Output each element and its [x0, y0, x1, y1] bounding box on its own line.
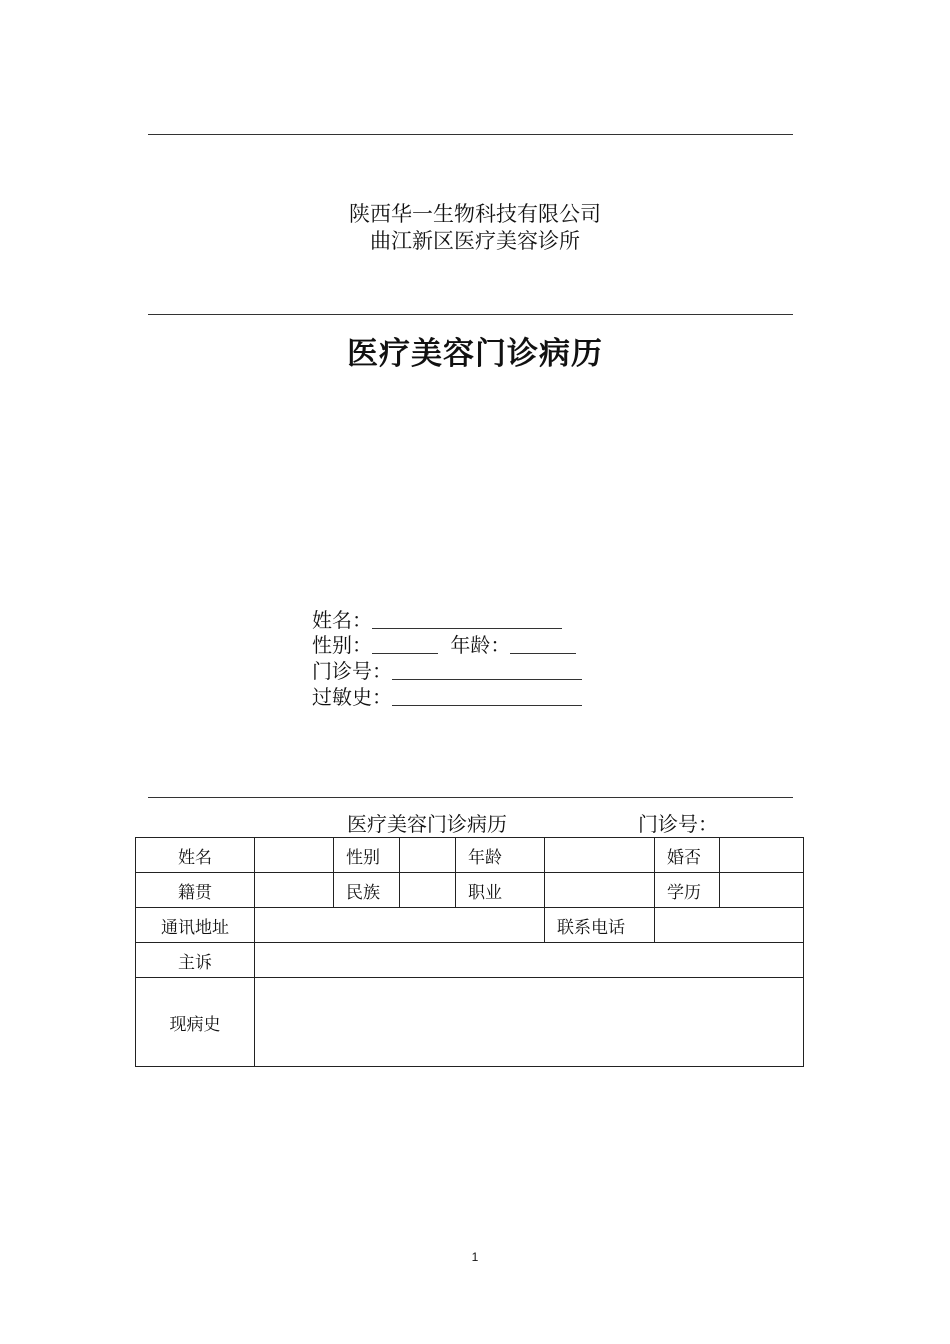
chief-complaint-cell[interactable]	[255, 943, 804, 978]
phone-header: 联系电话	[545, 908, 655, 943]
record-title: 医疗美容门诊病历	[347, 812, 507, 836]
marital-header: 婚否	[655, 838, 720, 873]
present-illness-cell[interactable]	[255, 978, 804, 1067]
name-blank[interactable]	[372, 609, 562, 629]
gender-header: 性别	[334, 838, 400, 873]
record-clinic-no-label: 门诊号：	[638, 812, 718, 836]
education-header: 学历	[655, 873, 720, 908]
clinic-no-blank[interactable]	[392, 660, 582, 680]
record-divider	[148, 797, 793, 798]
age-label: 年龄：	[450, 633, 511, 657]
header-divider	[148, 314, 793, 315]
gender-label: 性别：	[312, 633, 372, 657]
cover-clinic-no-field	[312, 659, 582, 684]
company-name: 陕西华一生物科技有限公司	[349, 202, 601, 226]
occupation-header: 职业	[456, 873, 545, 908]
age-cell[interactable]	[545, 838, 655, 873]
table-row	[136, 943, 804, 978]
top-divider	[148, 134, 793, 135]
occupation-cell[interactable]	[545, 873, 655, 908]
name-label: 姓名：	[312, 608, 372, 632]
cover-title: 医疗美容门诊病历	[347, 336, 603, 372]
page-number: 1	[471, 1250, 479, 1264]
table-row	[136, 978, 804, 1067]
ethnicity-header: 民族	[334, 873, 400, 908]
age-header: 年龄	[456, 838, 545, 873]
clinic-name: 曲江新区医疗美容诊所	[370, 229, 580, 253]
cover-allergy-field	[312, 685, 582, 710]
ethnicity-cell[interactable]	[400, 873, 456, 908]
age-blank[interactable]	[510, 634, 576, 654]
gender-blank[interactable]	[372, 634, 438, 654]
present-illness-header: 现病史	[136, 978, 255, 1067]
native-place-header: 籍贯	[136, 873, 255, 908]
cover-gender-age-field	[312, 633, 576, 658]
marital-cell[interactable]	[720, 838, 804, 873]
gender-cell[interactable]	[400, 838, 456, 873]
table-row	[136, 873, 804, 908]
cover-name-field	[312, 608, 562, 633]
education-cell[interactable]	[720, 873, 804, 908]
address-cell[interactable]	[255, 908, 545, 943]
address-header: 通讯地址	[136, 908, 255, 943]
native-place-cell[interactable]	[255, 873, 334, 908]
name-header: 姓名	[136, 838, 255, 873]
name-cell[interactable]	[255, 838, 334, 873]
allergy-blank[interactable]	[392, 686, 582, 706]
chief-complaint-header: 主诉	[136, 943, 255, 978]
allergy-label: 过敏史：	[312, 685, 392, 709]
table-row	[136, 838, 804, 873]
table-row	[136, 908, 804, 943]
medical-record-table	[135, 837, 804, 1067]
phone-cell[interactable]	[655, 908, 804, 943]
clinic-no-label: 门诊号：	[312, 659, 392, 683]
